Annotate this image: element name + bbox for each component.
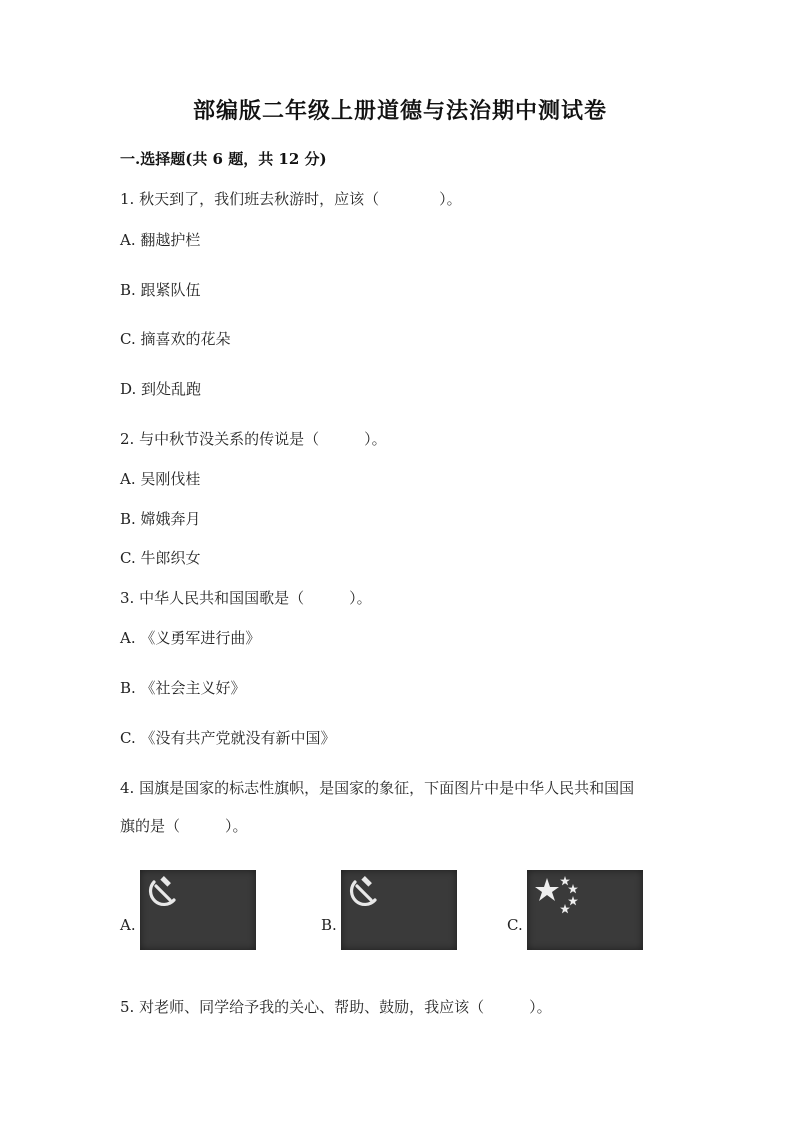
- question-2-option-b: B. 嫦娥奔月: [120, 510, 201, 528]
- question-5-stem: 5. 对老师、同学给予我的关心、帮助、鼓励，我应该（ ）。: [120, 998, 552, 1016]
- hammer-sickle-icon: [341, 870, 457, 950]
- question-3-option-b: B. 《社会主义好》: [120, 679, 246, 697]
- flag-option-a-label: A.: [120, 916, 136, 934]
- flag-option-b-label: B.: [321, 916, 337, 934]
- question-3-option-c: C. 《没有共产党就没有新中国》: [120, 729, 336, 747]
- question-4-stem-line2: 旗的是（ ）。: [120, 817, 248, 835]
- flag-option-c-label: C.: [507, 916, 523, 934]
- question-2-option-a: A. 吴刚伐桂: [120, 470, 201, 488]
- question-3-option-a: A. 《义勇军进行曲》: [120, 629, 261, 647]
- question-1-stem: 1. 秋天到了，我们班去秋游时，应该（ ）。: [120, 190, 462, 208]
- party-flag-image: [140, 870, 256, 950]
- five-star-icon: [527, 870, 643, 950]
- question-1-option-c: C. 摘喜欢的花朵: [120, 330, 231, 348]
- section-heading: 一.选择题(共 6 题，共 12 分): [120, 150, 327, 168]
- question-2-stem: 2. 与中秋节没关系的传说是（ ）。: [120, 430, 387, 448]
- question-3-stem: 3. 中华人民共和国国歌是（ ）。: [120, 589, 372, 607]
- question-1-option-a: A. 翻越护栏: [120, 231, 201, 249]
- national-flag-image: [527, 870, 643, 950]
- question-1-option-d: D. 到处乱跑: [120, 380, 202, 398]
- question-1-option-b: B. 跟紧队伍: [120, 281, 201, 299]
- party-flag-image: [341, 870, 457, 950]
- hammer-sickle-icon: [140, 870, 256, 950]
- exam-title: 部编版二年级上册道德与法治期中测试卷: [192, 98, 607, 124]
- question-4-flag-options: [120, 870, 680, 952]
- question-4-stem-line1: 4. 国旗是国家的标志性旗帜，是国家的象征，下面图片中是中华人民共和国国: [120, 779, 635, 797]
- question-2-option-c: C. 牛郎织女: [120, 549, 201, 567]
